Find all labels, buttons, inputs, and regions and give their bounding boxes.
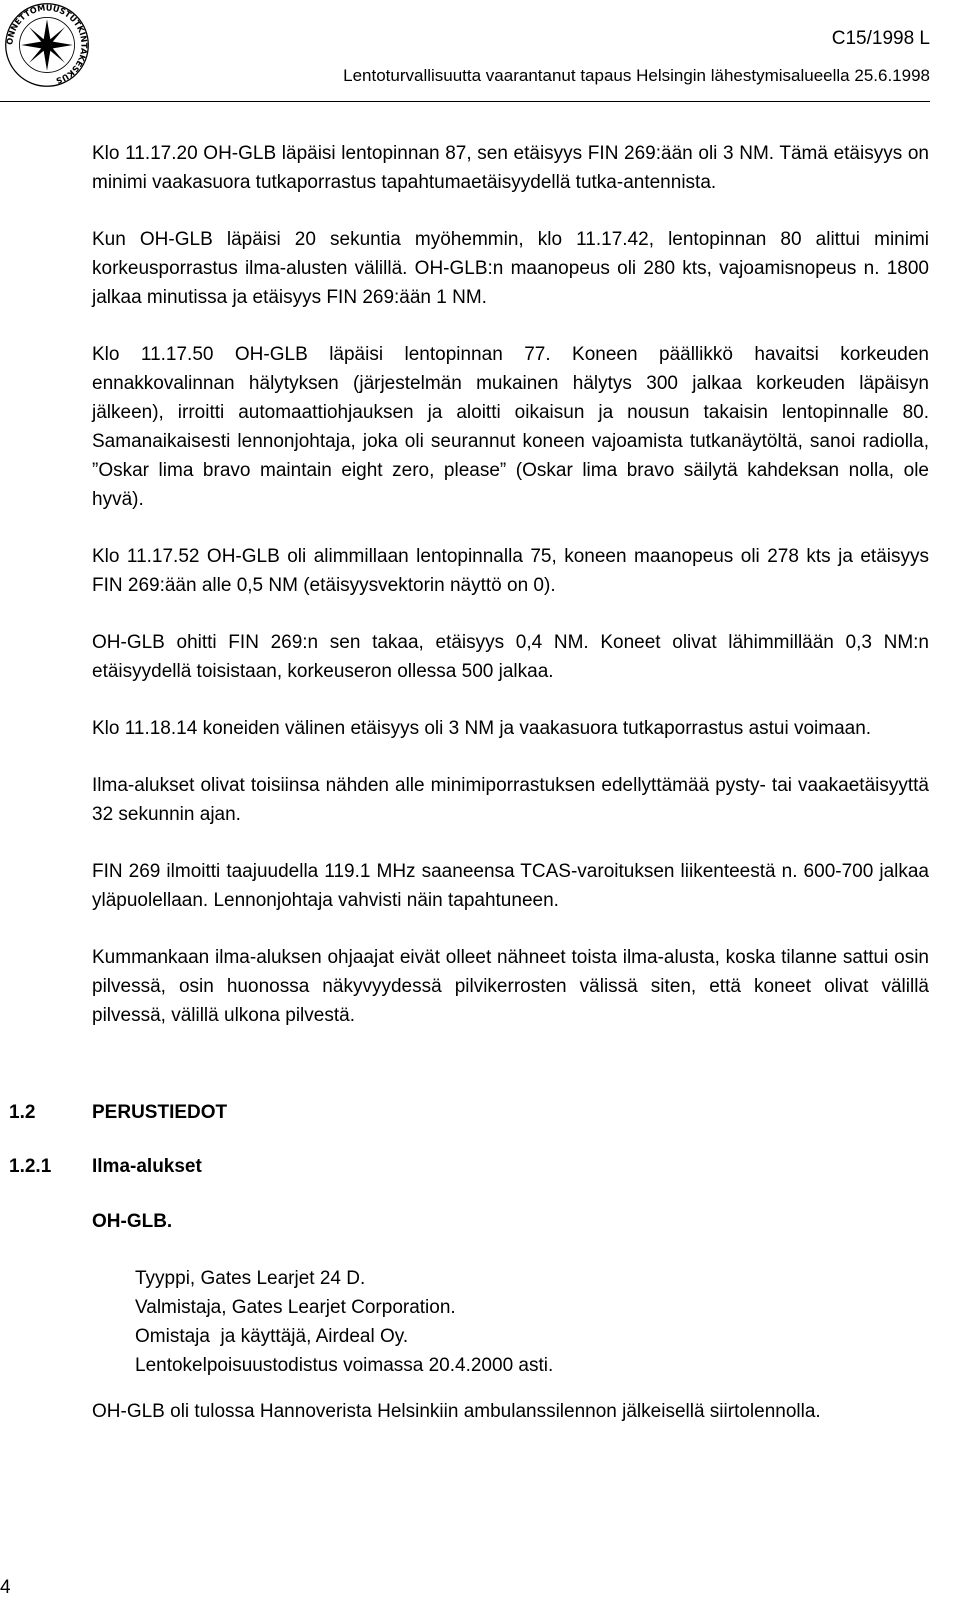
aircraft-note: OH-GLB oli tulossa Hannoverista Helsinkiin ambulanssilennon jälkeisellä siirtolennolla. <box>92 1401 821 1422</box>
spec-line: Tyyppi, Gates Learjet 24 D. <box>135 1268 366 1289</box>
paragraph: Kummankaan ilma-aluksen ohjaajat eivät olleet nähneet toista ilma-alusta, koska tilanne sattui osin pilvessä, osin huonossa näkyvyydessä pilvikerrosten välissä siten, että koneet olivat välillä pilvessä, välillä ulkona pilvestä. <box>92 947 929 1026</box>
paragraph: Klo 11.17.50 OH-GLB läpäisi lentopinnan 77. Koneen päällikkö havaitsi korkeuden ennakkovalinnan hälytyksen (järjestelmän mukainen hälytys 300 jalkaa korkeuden läpäisyn jälkeen), irroitti automaattiohjauksen ja aloitti oikaisun ja nousun takaisin lentopinnalle 80. Samanaikaisesti lennonjohtaja, joka oli seurannut koneen vajoamista tutkanäytöltä, sanoi radiolla, ”Oskar lima bravo maintain eight zero, please” (Oskar lima bravo säilytä kahdeksan nolla, ole hyvä). <box>92 344 929 510</box>
spec-line: Valmistaja, Gates Learjet Corporation. <box>135 1297 456 1318</box>
body-text <box>92 139 929 1058</box>
seal-ring-text: ONNETTOMUUSTUTKINTAKESKUS <box>4 2 90 87</box>
aircraft-heading: OH-GLB. <box>92 1211 173 1232</box>
paragraph: OH-GLB ohitti FIN 269:n sen takaa, etäisyys 0,4 NM. Koneet olivat lähimmillään 0,3 NM:n etäisyydellä toisistaan, korkeuseron ollessa 500 jalkaa. <box>92 632 929 682</box>
document-code: C15/1998 L <box>831 28 930 49</box>
aircraft-specs <box>135 1264 553 1380</box>
document-subtitle: Lentoturvallisuutta vaarantanut tapaus Helsingin lähestymisalueella 25.6.1998 <box>343 66 930 85</box>
paragraph: Kun OH-GLB läpäisi 20 sekuntia myöhemmin, klo 11.17.42, lentopinnan 80 alittui minimi korkeusporrastus ilma-alusten välillä. OH-GLB:n maanopeus oli 280 kts, vajoamisnopeus n. 1800 jalkaa minutissa ja etäisyys FIN 269:ään 1 NM. <box>92 229 929 308</box>
section-title: PERUSTIEDOT <box>92 1102 228 1123</box>
investigation-centre-seal-logo <box>4 2 90 88</box>
section-title: Ilma-alukset <box>92 1156 202 1177</box>
paragraph: Klo 11.17.20 OH-GLB läpäisi lentopinnan 87, sen etäisyys FIN 269:ään oli 3 NM. Tämä etäisyys on minimi vaakasuora tutkaporrastus tapahtumaetäisyydellä tutka-antennista. <box>92 143 929 193</box>
page-number: 4 <box>0 1577 11 1598</box>
spec-line: Lentokelpoisuustodistus voimassa 20.4.2000 asti. <box>135 1355 554 1376</box>
spec-line: Omistaja ja käyttäjä, Airdeal Oy. <box>135 1326 409 1347</box>
paragraph: Klo 11.17.52 OH-GLB oli alimmillaan lentopinnalla 75, koneen maanopeus oli 278 kts ja etäisyys FIN 269:ään alle 0,5 NM (etäisyysvektorin näyttö on 0). <box>92 546 929 596</box>
paragraph: Ilma-alukset olivat toisiinsa nähden alle minimiporrastuksen edellyttämää pysty- tai vaakaetäisyyttä 32 sekunnin ajan. <box>92 775 929 825</box>
header-divider <box>0 101 930 102</box>
section-number: 1.2 <box>9 1102 36 1123</box>
section-number: 1.2.1 <box>9 1156 52 1177</box>
paragraph: FIN 269 ilmoitti taajuudella 119.1 MHz saaneensa TCAS-varoituksen liikenteestä n. 600-700 jalkaa yläpuolellaan. Lennonjohtaja vahvisti näin tapahtuneen. <box>92 861 929 911</box>
paragraph: Klo 11.18.14 koneiden välinen etäisyys oli 3 NM ja vaakasuora tutkaporrastus astui voimaan. <box>92 718 872 739</box>
